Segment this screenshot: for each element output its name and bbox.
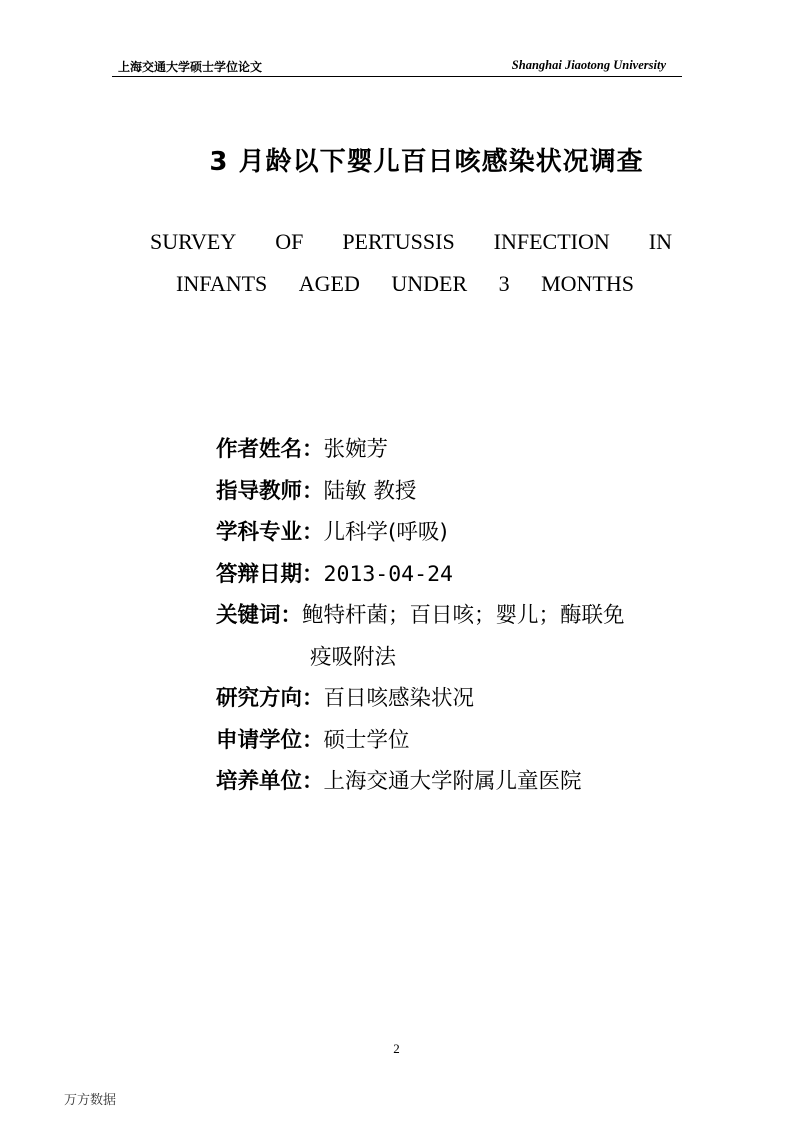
advisor-row (216, 474, 686, 516)
degree-label: 申请学位： (216, 727, 324, 753)
keywords-row (216, 598, 686, 640)
watermark: 万方数据 (64, 1093, 117, 1108)
author-row (216, 432, 686, 474)
major-row (216, 515, 686, 557)
advisor-value: 陆敏 教授 (323, 478, 417, 504)
title-en-word: AGED (298, 271, 360, 296)
degree-row (216, 723, 686, 765)
research-direction-row (216, 681, 686, 723)
thesis-info-block (216, 432, 686, 806)
defense-date-row (216, 557, 686, 599)
title-en-word: UNDER (391, 271, 468, 296)
thesis-title-chinese: 3 月龄以下婴儿百日咳感染状况调查 (209, 147, 644, 177)
research-direction-value: 百日咳感染状况 (323, 686, 475, 711)
keywords-value-line1: 鲍特杆菌；百日咳；婴儿；酶联免 (302, 603, 625, 628)
author-value: 张婉芳 (323, 437, 389, 462)
header-university-en: Shanghai Jiaotong University (511, 58, 666, 72)
thesis-title-english-line1 (150, 229, 672, 255)
institution-row (216, 764, 686, 806)
defense-date-label: 答辩日期： (216, 561, 324, 587)
running-header (112, 56, 682, 77)
title-en-word: PERTUSSIS (342, 229, 455, 254)
title-en-word: MONTHS (541, 271, 634, 296)
title-en-word: INFECTION (493, 229, 610, 254)
research-direction-label: 研究方向： (216, 686, 324, 711)
title-en-word: 3 (498, 271, 510, 296)
major-label: 学科专业： (216, 520, 324, 545)
title-en-word: INFANTS (176, 271, 268, 296)
thesis-title-english-line2 (176, 271, 634, 297)
title-en-word: IN (648, 229, 672, 254)
degree-value: 硕士学位 (323, 727, 410, 753)
institution-value: 上海交通大学附属儿童医院 (323, 769, 582, 794)
advisor-label: 指导教师： (216, 478, 324, 504)
page-number: 2 (393, 1041, 400, 1056)
author-label: 作者姓名： (216, 437, 324, 462)
title-en-word: SURVEY (150, 229, 237, 254)
keywords-label: 关键词： (216, 603, 303, 628)
header-university-cn: 上海交通大学硕士学位论文 (118, 60, 263, 74)
title-en-word: OF (275, 229, 304, 254)
keywords-value-line2: 疫吸附法 (310, 644, 397, 670)
keywords-row-continued (216, 640, 686, 682)
defense-date-value: 2013-04-24 (323, 561, 453, 587)
institution-label: 培养单位： (216, 769, 324, 794)
major-value: 儿科学(呼吸) (323, 520, 448, 545)
